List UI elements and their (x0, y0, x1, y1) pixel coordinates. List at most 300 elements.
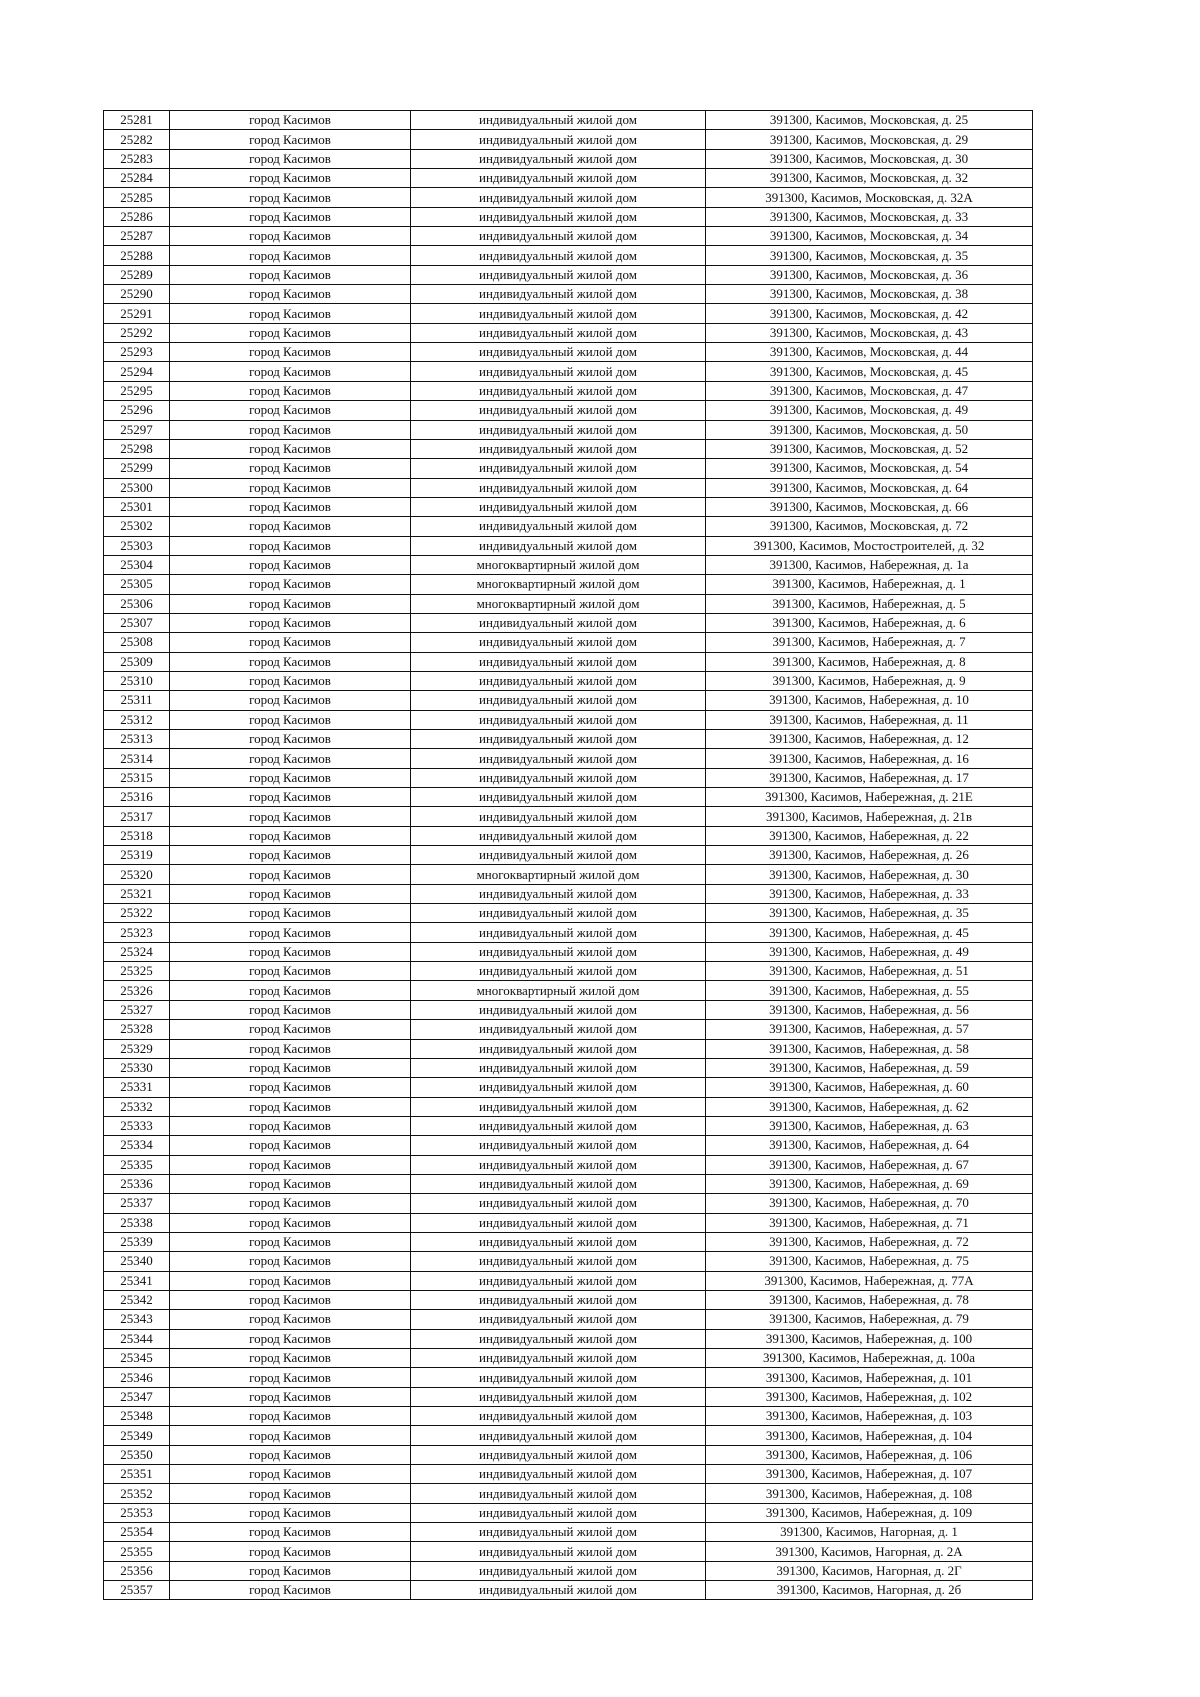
address-cell: 391300, Касимов, Набережная, д. 72 (706, 1232, 1033, 1251)
record-number-cell: 25349 (104, 1426, 170, 1445)
locality-cell: город Касимов (170, 1581, 411, 1600)
table-row (104, 1542, 1033, 1561)
table-row (104, 962, 1033, 981)
record-number-cell: 25333 (104, 1116, 170, 1135)
record-number-cell: 25344 (104, 1329, 170, 1348)
address-cell: 391300, Касимов, Московская, д. 38 (706, 285, 1033, 304)
table-row (104, 401, 1033, 420)
locality-cell: город Касимов (170, 749, 411, 768)
locality-cell: город Касимов (170, 710, 411, 729)
table-row (104, 981, 1033, 1000)
building-type-cell: индивидуальный жилой дом (411, 1000, 706, 1019)
record-number-cell: 25331 (104, 1078, 170, 1097)
building-type-cell: индивидуальный жилой дом (411, 304, 706, 323)
record-number-cell: 25342 (104, 1290, 170, 1309)
table-row (104, 207, 1033, 226)
locality-cell: город Касимов (170, 1368, 411, 1387)
locality-cell: город Касимов (170, 1078, 411, 1097)
address-cell: 391300, Касимов, Набережная, д. 79 (706, 1310, 1033, 1329)
record-number-cell: 25313 (104, 730, 170, 749)
locality-cell: город Касимов (170, 1503, 411, 1522)
address-cell: 391300, Касимов, Московская, д. 43 (706, 323, 1033, 342)
table-row (104, 420, 1033, 439)
record-number-cell: 25319 (104, 846, 170, 865)
address-cell: 391300, Касимов, Набережная, д. 77А (706, 1271, 1033, 1290)
locality-cell: город Касимов (170, 1542, 411, 1561)
locality-cell: город Касимов (170, 981, 411, 1000)
table-row (104, 1329, 1033, 1348)
table-row (104, 111, 1033, 130)
record-number-cell: 25314 (104, 749, 170, 768)
record-number-cell: 25350 (104, 1445, 170, 1464)
address-cell: 391300, Касимов, Набережная, д. 5 (706, 594, 1033, 613)
record-number-cell: 25290 (104, 285, 170, 304)
record-number-cell: 25326 (104, 981, 170, 1000)
record-number-cell: 25302 (104, 517, 170, 536)
building-type-cell: индивидуальный жилой дом (411, 1445, 706, 1464)
address-cell: 391300, Касимов, Набережная, д. 104 (706, 1426, 1033, 1445)
record-number-cell: 25298 (104, 439, 170, 458)
address-cell: 391300, Касимов, Набережная, д. 30 (706, 865, 1033, 884)
building-type-cell: индивидуальный жилой дом (411, 1213, 706, 1232)
locality-cell: город Касимов (170, 807, 411, 826)
building-type-cell: индивидуальный жилой дом (411, 130, 706, 149)
locality-cell: город Касимов (170, 884, 411, 903)
table-row (104, 1039, 1033, 1058)
building-type-cell: индивидуальный жилой дом (411, 517, 706, 536)
locality-cell: город Касимов (170, 1116, 411, 1135)
building-type-cell: индивидуальный жилой дом (411, 1561, 706, 1580)
table-row (104, 1387, 1033, 1406)
table-row (104, 497, 1033, 516)
locality-cell: город Касимов (170, 1310, 411, 1329)
record-number-cell: 25293 (104, 343, 170, 362)
locality-cell: город Касимов (170, 130, 411, 149)
building-type-cell: индивидуальный жилой дом (411, 962, 706, 981)
table-row (104, 1503, 1033, 1522)
address-cell: 391300, Касимов, Набережная, д. 108 (706, 1484, 1033, 1503)
table-row (104, 1252, 1033, 1271)
address-cell: 391300, Касимов, Набережная, д. 78 (706, 1290, 1033, 1309)
table-row (104, 246, 1033, 265)
locality-cell: город Касимов (170, 768, 411, 787)
address-cell: 391300, Касимов, Московская, д. 64 (706, 478, 1033, 497)
locality-cell: город Касимов (170, 826, 411, 845)
locality-cell: город Касимов (170, 846, 411, 865)
record-number-cell: 25340 (104, 1252, 170, 1271)
building-type-cell: индивидуальный жилой дом (411, 1581, 706, 1600)
address-cell: 391300, Касимов, Набережная, д. 16 (706, 749, 1033, 768)
locality-cell: город Касимов (170, 923, 411, 942)
building-type-cell: индивидуальный жилой дом (411, 1387, 706, 1406)
building-type-cell: индивидуальный жилой дом (411, 1194, 706, 1213)
address-cell: 391300, Касимов, Набережная, д. 100 (706, 1329, 1033, 1348)
building-type-cell: многоквартирный жилой дом (411, 555, 706, 574)
address-cell: 391300, Касимов, Набережная, д. 102 (706, 1387, 1033, 1406)
building-type-cell: индивидуальный жилой дом (411, 1116, 706, 1135)
table-row (104, 227, 1033, 246)
address-cell: 391300, Касимов, Набережная, д. 1а (706, 555, 1033, 574)
building-type-cell: индивидуальный жилой дом (411, 730, 706, 749)
address-cell: 391300, Касимов, Набережная, д. 109 (706, 1503, 1033, 1522)
locality-cell: город Касимов (170, 1020, 411, 1039)
locality-cell: город Касимов (170, 1155, 411, 1174)
record-number-cell: 25283 (104, 149, 170, 168)
locality-cell: город Касимов (170, 1426, 411, 1445)
building-type-cell: индивидуальный жилой дом (411, 1329, 706, 1348)
locality-cell: город Касимов (170, 594, 411, 613)
record-number-cell: 25332 (104, 1097, 170, 1116)
building-type-cell: индивидуальный жилой дом (411, 478, 706, 497)
address-cell: 391300, Касимов, Набережная, д. 60 (706, 1078, 1033, 1097)
record-number-cell: 25357 (104, 1581, 170, 1600)
building-type-cell: индивидуальный жилой дом (411, 1542, 706, 1561)
table-row (104, 517, 1033, 536)
building-type-cell: индивидуальный жилой дом (411, 1426, 706, 1445)
locality-cell: город Касимов (170, 323, 411, 342)
locality-cell: город Касимов (170, 1097, 411, 1116)
building-type-cell: индивидуальный жилой дом (411, 285, 706, 304)
table-row (104, 439, 1033, 458)
locality-cell: город Касимов (170, 265, 411, 284)
table-row (104, 768, 1033, 787)
table-row (104, 1310, 1033, 1329)
address-cell: 391300, Касимов, Набережная, д. 64 (706, 1136, 1033, 1155)
table-row (104, 1523, 1033, 1542)
table-row (104, 1290, 1033, 1309)
locality-cell: город Касимов (170, 671, 411, 690)
table-row (104, 130, 1033, 149)
record-number-cell: 25299 (104, 459, 170, 478)
record-number-cell: 25311 (104, 691, 170, 710)
building-type-cell: многоквартирный жилой дом (411, 594, 706, 613)
address-cell: 391300, Касимов, Московская, д. 29 (706, 130, 1033, 149)
locality-cell: город Касимов (170, 1194, 411, 1213)
locality-cell: город Касимов (170, 1232, 411, 1251)
table-row (104, 1426, 1033, 1445)
table-row (104, 730, 1033, 749)
record-number-cell: 25323 (104, 923, 170, 942)
locality-cell: город Касимов (170, 904, 411, 923)
record-number-cell: 25304 (104, 555, 170, 574)
building-type-cell: индивидуальный жилой дом (411, 826, 706, 845)
locality-cell: город Касимов (170, 536, 411, 555)
record-number-cell: 25291 (104, 304, 170, 323)
locality-cell: город Касимов (170, 188, 411, 207)
address-cell: 391300, Касимов, Московская, д. 42 (706, 304, 1033, 323)
building-type-cell: индивидуальный жилой дом (411, 768, 706, 787)
address-cell: 391300, Касимов, Московская, д. 25 (706, 111, 1033, 130)
table-row (104, 788, 1033, 807)
address-cell: 391300, Касимов, Набережная, д. 8 (706, 652, 1033, 671)
address-cell: 391300, Касимов, Набережная, д. 21Е (706, 788, 1033, 807)
locality-cell: город Касимов (170, 478, 411, 497)
building-type-cell: индивидуальный жилой дом (411, 1097, 706, 1116)
table-row (104, 575, 1033, 594)
building-type-cell: многоквартирный жилой дом (411, 865, 706, 884)
building-type-cell: индивидуальный жилой дом (411, 1020, 706, 1039)
address-cell: 391300, Касимов, Набережная, д. 56 (706, 1000, 1033, 1019)
building-type-cell: индивидуальный жилой дом (411, 1155, 706, 1174)
table-row (104, 826, 1033, 845)
locality-cell: город Касимов (170, 1136, 411, 1155)
table-row (104, 1349, 1033, 1368)
record-number-cell: 25343 (104, 1310, 170, 1329)
record-number-cell: 25282 (104, 130, 170, 149)
address-cell: 391300, Касимов, Набережная, д. 17 (706, 768, 1033, 787)
record-number-cell: 25328 (104, 1020, 170, 1039)
locality-cell: город Касимов (170, 555, 411, 574)
address-cell: 391300, Касимов, Набережная, д. 103 (706, 1407, 1033, 1426)
record-number-cell: 25301 (104, 497, 170, 516)
locality-cell: город Касимов (170, 865, 411, 884)
building-type-cell: индивидуальный жилой дом (411, 633, 706, 652)
record-number-cell: 25330 (104, 1058, 170, 1077)
building-type-cell: индивидуальный жилой дом (411, 1232, 706, 1251)
record-number-cell: 25297 (104, 420, 170, 439)
table-row (104, 1136, 1033, 1155)
record-number-cell: 25285 (104, 188, 170, 207)
building-type-cell: индивидуальный жилой дом (411, 381, 706, 400)
address-cell: 391300, Касимов, Московская, д. 50 (706, 420, 1033, 439)
record-number-cell: 25325 (104, 962, 170, 981)
locality-cell: город Касимов (170, 111, 411, 130)
record-number-cell: 25337 (104, 1194, 170, 1213)
locality-cell: город Касимов (170, 1213, 411, 1232)
record-number-cell: 25308 (104, 633, 170, 652)
table-row (104, 594, 1033, 613)
table-row (104, 459, 1033, 478)
address-cell: 391300, Касимов, Набережная, д. 33 (706, 884, 1033, 903)
record-number-cell: 25307 (104, 613, 170, 632)
locality-cell: город Касимов (170, 730, 411, 749)
building-type-cell: индивидуальный жилой дом (411, 246, 706, 265)
building-type-cell: индивидуальный жилой дом (411, 1407, 706, 1426)
locality-cell: город Касимов (170, 1465, 411, 1484)
building-type-cell: индивидуальный жилой дом (411, 188, 706, 207)
record-number-cell: 25306 (104, 594, 170, 613)
building-type-cell: индивидуальный жилой дом (411, 1271, 706, 1290)
record-number-cell: 25294 (104, 362, 170, 381)
record-number-cell: 25346 (104, 1368, 170, 1387)
table-row (104, 807, 1033, 826)
locality-cell: город Касимов (170, 691, 411, 710)
address-cell: 391300, Касимов, Набережная, д. 9 (706, 671, 1033, 690)
building-type-cell: индивидуальный жилой дом (411, 362, 706, 381)
address-cell: 391300, Касимов, Набережная, д. 55 (706, 981, 1033, 1000)
address-cell: 391300, Касимов, Набережная, д. 67 (706, 1155, 1033, 1174)
table-row (104, 865, 1033, 884)
address-cell: 391300, Касимов, Нагорная, д. 2А (706, 1542, 1033, 1561)
table-row (104, 633, 1033, 652)
locality-cell: город Касимов (170, 575, 411, 594)
address-cell: 391300, Касимов, Мостостроителей, д. 32 (706, 536, 1033, 555)
address-cell: 391300, Касимов, Набережная, д. 71 (706, 1213, 1033, 1232)
table-row (104, 381, 1033, 400)
record-number-cell: 25348 (104, 1407, 170, 1426)
record-number-cell: 25335 (104, 1155, 170, 1174)
address-cell: 391300, Касимов, Набережная, д. 35 (706, 904, 1033, 923)
table-row (104, 923, 1033, 942)
record-number-cell: 25320 (104, 865, 170, 884)
address-cell: 391300, Касимов, Набережная, д. 63 (706, 1116, 1033, 1135)
building-type-cell: индивидуальный жилой дом (411, 691, 706, 710)
table-row (104, 1271, 1033, 1290)
building-type-cell: индивидуальный жилой дом (411, 1368, 706, 1387)
record-number-cell: 25339 (104, 1232, 170, 1251)
record-number-cell: 25292 (104, 323, 170, 342)
record-number-cell: 25303 (104, 536, 170, 555)
table-row (104, 555, 1033, 574)
table-row (104, 478, 1033, 497)
building-type-cell: индивидуальный жилой дом (411, 420, 706, 439)
address-cell: 391300, Касимов, Набережная, д. 11 (706, 710, 1033, 729)
address-cell: 391300, Касимов, Набережная, д. 75 (706, 1252, 1033, 1271)
table-row (104, 1078, 1033, 1097)
building-type-cell: индивидуальный жилой дом (411, 749, 706, 768)
locality-cell: город Касимов (170, 285, 411, 304)
address-cell: 391300, Касимов, Московская, д. 54 (706, 459, 1033, 478)
address-cell: 391300, Касимов, Московская, д. 45 (706, 362, 1033, 381)
table-row (104, 1445, 1033, 1464)
locality-cell: город Касимов (170, 343, 411, 362)
locality-cell: город Касимов (170, 439, 411, 458)
address-cell: 391300, Касимов, Московская, д. 66 (706, 497, 1033, 516)
record-number-cell: 25288 (104, 246, 170, 265)
record-number-cell: 25281 (104, 111, 170, 130)
table-row (104, 1097, 1033, 1116)
building-type-cell: индивидуальный жилой дом (411, 111, 706, 130)
building-type-cell: индивидуальный жилой дом (411, 1523, 706, 1542)
table-row (104, 1213, 1033, 1232)
address-cell: 391300, Касимов, Набережная, д. 62 (706, 1097, 1033, 1116)
locality-cell: город Касимов (170, 304, 411, 323)
record-number-cell: 25295 (104, 381, 170, 400)
locality-cell: город Касимов (170, 149, 411, 168)
building-type-cell: индивидуальный жилой дом (411, 652, 706, 671)
record-number-cell: 25356 (104, 1561, 170, 1580)
record-number-cell: 25324 (104, 942, 170, 961)
record-number-cell: 25354 (104, 1523, 170, 1542)
address-cell: 391300, Касимов, Набережная, д. 10 (706, 691, 1033, 710)
record-number-cell: 25355 (104, 1542, 170, 1561)
address-cell: 391300, Касимов, Набережная, д. 107 (706, 1465, 1033, 1484)
building-type-cell: индивидуальный жилой дом (411, 1174, 706, 1193)
address-cell: 391300, Касимов, Московская, д. 52 (706, 439, 1033, 458)
building-type-cell: индивидуальный жилой дом (411, 807, 706, 826)
table-row (104, 1174, 1033, 1193)
address-cell: 391300, Касимов, Московская, д. 30 (706, 149, 1033, 168)
address-cell: 391300, Касимов, Московская, д. 72 (706, 517, 1033, 536)
locality-cell: город Касимов (170, 1271, 411, 1290)
address-cell: 391300, Касимов, Набережная, д. 1 (706, 575, 1033, 594)
address-cell: 391300, Касимов, Московская, д. 32А (706, 188, 1033, 207)
address-cell: 391300, Касимов, Набережная, д. 49 (706, 942, 1033, 961)
building-type-cell: индивидуальный жилой дом (411, 942, 706, 961)
table-row (104, 1484, 1033, 1503)
record-number-cell: 25347 (104, 1387, 170, 1406)
record-number-cell: 25312 (104, 710, 170, 729)
address-cell: 391300, Касимов, Набережная, д. 100а (706, 1349, 1033, 1368)
address-cell: 391300, Касимов, Набережная, д. 70 (706, 1194, 1033, 1213)
table-row (104, 1581, 1033, 1600)
building-type-cell: индивидуальный жилой дом (411, 788, 706, 807)
address-cell: 391300, Касимов, Набережная, д. 45 (706, 923, 1033, 942)
locality-cell: город Касимов (170, 362, 411, 381)
address-cell: 391300, Касимов, Набережная, д. 59 (706, 1058, 1033, 1077)
table-row (104, 652, 1033, 671)
table-row (104, 304, 1033, 323)
record-number-cell: 25351 (104, 1465, 170, 1484)
address-cell: 391300, Касимов, Набережная, д. 12 (706, 730, 1033, 749)
address-cell: 391300, Касимов, Московская, д. 47 (706, 381, 1033, 400)
building-type-cell: индивидуальный жилой дом (411, 401, 706, 420)
address-cell: 391300, Касимов, Нагорная, д. 2б (706, 1581, 1033, 1600)
building-type-cell: индивидуальный жилой дом (411, 1039, 706, 1058)
address-cell: 391300, Касимов, Нагорная, д. 2Г (706, 1561, 1033, 1580)
building-type-cell: индивидуальный жилой дом (411, 536, 706, 555)
building-type-cell: индивидуальный жилой дом (411, 1349, 706, 1368)
building-type-cell: многоквартирный жилой дом (411, 575, 706, 594)
table-row (104, 1058, 1033, 1077)
building-type-cell: индивидуальный жилой дом (411, 1252, 706, 1271)
locality-cell: город Касимов (170, 1329, 411, 1348)
locality-cell: город Касимов (170, 1523, 411, 1542)
table-row (104, 149, 1033, 168)
record-number-cell: 25341 (104, 1271, 170, 1290)
record-number-cell: 25318 (104, 826, 170, 845)
locality-cell: город Касимов (170, 1561, 411, 1580)
record-number-cell: 25316 (104, 788, 170, 807)
table-row (104, 671, 1033, 690)
building-type-cell: индивидуальный жилой дом (411, 323, 706, 342)
record-number-cell: 25338 (104, 1213, 170, 1232)
building-type-cell: индивидуальный жилой дом (411, 1465, 706, 1484)
housing-registry-table (103, 110, 1033, 1600)
building-type-cell: индивидуальный жилой дом (411, 1484, 706, 1503)
building-type-cell: индивидуальный жилой дом (411, 169, 706, 188)
building-type-cell: индивидуальный жилой дом (411, 884, 706, 903)
address-cell: 391300, Касимов, Набережная, д. 26 (706, 846, 1033, 865)
table-row (104, 691, 1033, 710)
building-type-cell: индивидуальный жилой дом (411, 1310, 706, 1329)
table-row (104, 904, 1033, 923)
record-number-cell: 25321 (104, 884, 170, 903)
locality-cell: город Касимов (170, 1290, 411, 1309)
table-row (104, 265, 1033, 284)
record-number-cell: 25329 (104, 1039, 170, 1058)
table-row (104, 343, 1033, 362)
record-number-cell: 25317 (104, 807, 170, 826)
address-cell: 391300, Касимов, Набережная, д. 6 (706, 613, 1033, 632)
address-cell: 391300, Касимов, Набережная, д. 51 (706, 962, 1033, 981)
address-cell: 391300, Касимов, Московская, д. 35 (706, 246, 1033, 265)
table-row (104, 323, 1033, 342)
locality-cell: город Касимов (170, 962, 411, 981)
building-type-cell: индивидуальный жилой дом (411, 923, 706, 942)
locality-cell: город Касимов (170, 169, 411, 188)
record-number-cell: 25334 (104, 1136, 170, 1155)
table-body (104, 111, 1033, 1600)
table-row (104, 846, 1033, 865)
table-row (104, 1155, 1033, 1174)
building-type-cell: индивидуальный жилой дом (411, 1136, 706, 1155)
building-type-cell: индивидуальный жилой дом (411, 710, 706, 729)
locality-cell: город Касимов (170, 207, 411, 226)
address-cell: 391300, Касимов, Набережная, д. 21в (706, 807, 1033, 826)
address-cell: 391300, Касимов, Нагорная, д. 1 (706, 1523, 1033, 1542)
locality-cell: город Касимов (170, 401, 411, 420)
